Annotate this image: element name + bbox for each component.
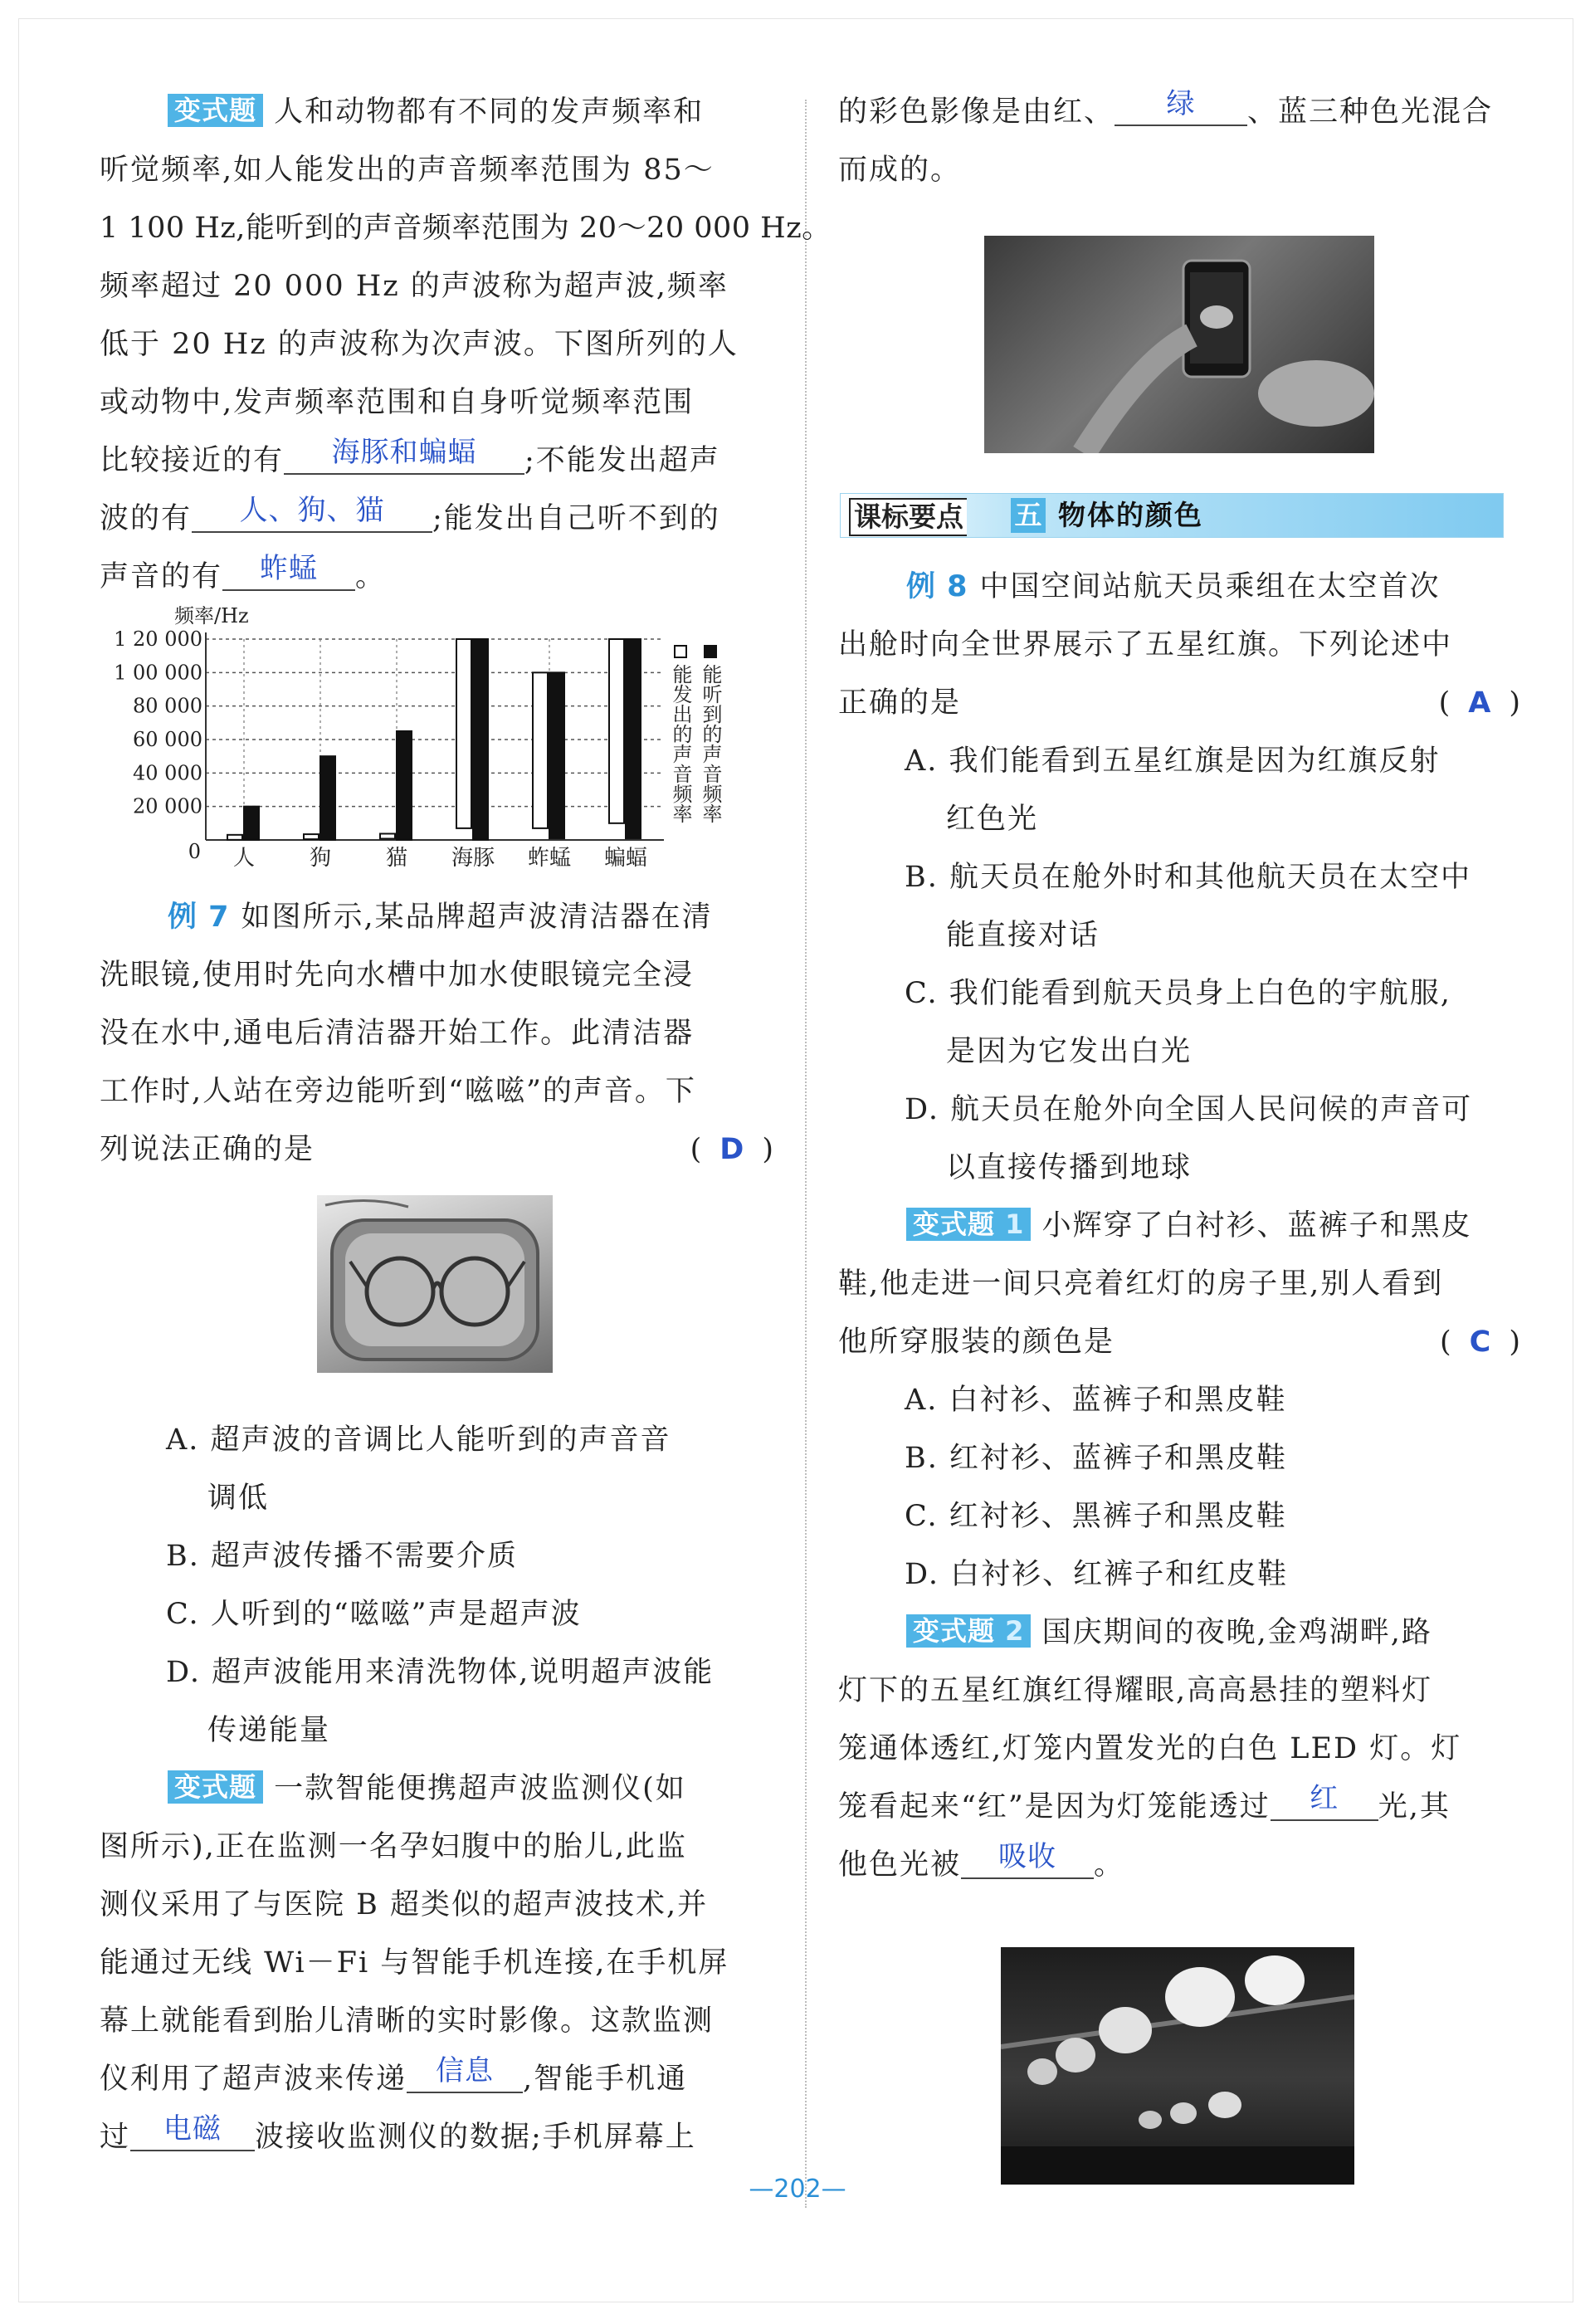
option-c: C. 红衬衫、黑裤子和黑皮鞋 bbox=[905, 1500, 1287, 1533]
section-number: 五 bbox=[1011, 498, 1046, 533]
answer-blank[interactable] bbox=[222, 551, 355, 591]
option-a-cont: 红色光 bbox=[946, 803, 1039, 836]
lanterns-icon bbox=[1001, 1947, 1354, 2185]
page-number: —202— bbox=[749, 2175, 846, 2204]
text-line: 波的有 人、狗、猫 ;能发出自己听不到的 bbox=[100, 490, 773, 548]
ultrasonic-cleaner-photo bbox=[317, 1195, 553, 1373]
right-column bbox=[838, 83, 1520, 199]
chart-legend-label: 能听到的声音频率 bbox=[699, 664, 722, 823]
chart-bar bbox=[304, 834, 319, 839]
example-8-line: 例 8 中国空间站航天员乘组在太空首次 bbox=[906, 570, 1441, 603]
chart-bar bbox=[397, 731, 412, 840]
option-a-cont: 调低 bbox=[207, 1482, 270, 1515]
text-line: 声音的有 蚱蜢 。 bbox=[100, 548, 773, 606]
variant-question-tag: 变式题 bbox=[168, 94, 263, 127]
choice-answer: C bbox=[1469, 1326, 1491, 1359]
answer-bracket[interactable]: ( A ) bbox=[1438, 686, 1520, 720]
chart-y-label: 频率/Hz bbox=[174, 606, 249, 627]
text-line: 列说法正确的是 ( D ) bbox=[100, 1120, 773, 1179]
chart-x-tick-label: 蚱蜢 bbox=[527, 846, 572, 871]
option-b: B. 红衬衫、蓝裤子和黑皮鞋 bbox=[905, 1442, 1287, 1475]
chart-y-tick-label: 1 20 000 bbox=[114, 627, 202, 651]
answer-blank[interactable] bbox=[407, 2053, 523, 2093]
text-line: 幕上就能看到胎儿清晰的实时影像。这款监测 bbox=[100, 2004, 715, 2038]
chart-y-tick-label: 1 00 000 bbox=[114, 661, 202, 685]
text-line: 洗眼镜,使用时先向水槽中加水使眼镜完全浸 bbox=[100, 959, 695, 992]
chart-bar bbox=[626, 639, 641, 838]
chart-bar bbox=[609, 639, 624, 823]
answer-bracket[interactable]: ( C ) bbox=[1440, 1326, 1520, 1359]
chart-bar bbox=[549, 672, 564, 838]
text-line: 没在水中,通电后清洁器开始工作。此清洁器 bbox=[100, 1017, 695, 1050]
answer-blank[interactable] bbox=[1115, 86, 1247, 126]
chart-bar bbox=[227, 835, 242, 840]
variant-question-tag: 变式题 bbox=[168, 1770, 263, 1804]
chart-x-tick-label: 蝙蝠 bbox=[603, 846, 648, 871]
option-b: B. 超声波传播不需要介质 bbox=[166, 1540, 518, 1573]
answer-blank[interactable] bbox=[192, 493, 432, 533]
chart-bar bbox=[473, 639, 488, 840]
monitor-phone-photo bbox=[984, 236, 1374, 453]
chart-legend-swatch bbox=[675, 646, 686, 657]
chart-legend-swatch bbox=[705, 646, 716, 657]
handwritten-answer: 人、狗、猫 bbox=[239, 494, 385, 527]
chart-y-ticks bbox=[114, 627, 202, 863]
frequency-bar-chart bbox=[100, 606, 747, 888]
text-line: 听觉频率,如人能发出的声音频率范围为 85～ bbox=[100, 154, 715, 187]
option-b-cont: 能直接对话 bbox=[946, 919, 1100, 952]
variant-question-line: 变式题 一款智能便携超声波监测仪(如 bbox=[100, 1760, 773, 1818]
text-line: 过 电磁 波接收监测仪的数据;手机屏幕上 bbox=[100, 2108, 773, 2166]
option-c: C. 人听到的“嗞嗞”声是超声波 bbox=[166, 1598, 582, 1631]
handwritten-answer: 吸收 bbox=[998, 1840, 1057, 1873]
handwritten-answer: 海豚和蝙蝠 bbox=[331, 436, 477, 469]
chart-x-tick-label: 狗 bbox=[309, 846, 332, 871]
text-line: 1 100 Hz,能听到的声音频率范围为 20～20 000 Hz。 bbox=[100, 212, 832, 245]
variant-question-1-line: 变式题 1 小辉穿了白衬衫、蓝裤子和黑皮 bbox=[838, 1197, 1520, 1255]
example-8-label: 例 8 bbox=[906, 570, 968, 603]
text-line: 能通过无线 Wi－Fi 与智能手机连接,在手机屏 bbox=[100, 1946, 729, 1980]
text-line: 而成的。 bbox=[838, 154, 962, 187]
chart-legend-label: 能发出的声音频率 bbox=[669, 664, 692, 823]
example-7-line: 例 7 如图所示,某品牌超声波清洁器在清 bbox=[168, 901, 713, 934]
choice-answer: A bbox=[1468, 686, 1491, 720]
example-7-label: 例 7 bbox=[168, 901, 230, 934]
option-b: B. 航天员在舱外时和其他航天员在太空中 bbox=[905, 861, 1471, 894]
glasses-in-tank-icon bbox=[317, 1195, 553, 1373]
text-line: 正确的是 ( A ) bbox=[838, 674, 1520, 732]
chart-y-tick-label: 20 000 bbox=[133, 794, 202, 818]
option-d: D. 航天员在舱外向全国人民问候的声音可 bbox=[905, 1093, 1473, 1126]
answer-blank[interactable] bbox=[961, 1839, 1094, 1879]
section-label: 课标要点 bbox=[849, 498, 967, 536]
right-column-lower bbox=[838, 558, 1520, 1894]
answer-blank[interactable] bbox=[130, 2112, 255, 2151]
chart-y-tick-label: 60 000 bbox=[133, 728, 202, 751]
answer-bracket[interactable]: ( D ) bbox=[690, 1133, 773, 1166]
handwritten-answer: 信息 bbox=[436, 2054, 495, 2087]
option-d-cont: 以直接传播到地球 bbox=[946, 1151, 1193, 1184]
chart-x-ticks bbox=[233, 846, 647, 871]
section-heading bbox=[840, 493, 1504, 538]
option-c-cont: 是因为它发出白光 bbox=[946, 1035, 1193, 1068]
answer-blank[interactable] bbox=[1271, 1781, 1378, 1821]
variant-question-line: 变式题 人和动物都有不同的发声频率和 bbox=[100, 83, 773, 141]
text-line: 或动物中,发声频率范围和自身听觉频率范围 bbox=[100, 386, 695, 419]
text-line: 他所穿服装的颜色是 ( C ) bbox=[838, 1313, 1520, 1371]
chart-bar bbox=[320, 756, 335, 840]
chart-bar bbox=[244, 807, 259, 840]
handwritten-answer: 红 bbox=[1310, 1782, 1339, 1815]
text-line: 仪利用了超声波来传递 信息 ,智能手机通 bbox=[100, 2050, 773, 2108]
text-line: 灯下的五星红旗红得耀眼,高高悬挂的塑料灯 bbox=[838, 1674, 1433, 1707]
section-title: 物体的颜色 bbox=[1058, 499, 1203, 531]
chart-x-tick-label: 人 bbox=[232, 846, 256, 871]
text-line: 出舱时向全世界展示了五星红旗。下列论述中 bbox=[838, 628, 1453, 662]
chart-y-tick-label: 0 bbox=[188, 840, 201, 863]
text-line: 测仪采用了与医院 B 超类似的超声波技术,并 bbox=[100, 1888, 709, 1921]
column-divider bbox=[805, 100, 807, 2208]
handwritten-answer: 蚱蜢 bbox=[260, 552, 319, 585]
chart-bar bbox=[533, 672, 548, 828]
option-d: D. 超声波能用来清洗物体,说明超声波能 bbox=[166, 1656, 715, 1689]
chart-y-tick-label: 40 000 bbox=[133, 761, 202, 785]
chart-grid bbox=[206, 632, 664, 840]
option-d: D. 白衬衫、红裤子和红皮鞋 bbox=[905, 1558, 1289, 1591]
option-c: C. 我们能看到航天员身上白色的宇航服, bbox=[905, 977, 1451, 1010]
chart-x-tick-label: 海豚 bbox=[451, 846, 495, 871]
figure-space bbox=[100, 1179, 773, 1411]
chart-bar bbox=[456, 639, 471, 828]
text-line: 的彩色影像是由红、 绿 、蓝三种色光混合 bbox=[838, 83, 1520, 141]
phone-ultrasound-icon bbox=[984, 236, 1374, 453]
text-line: 鞋,他走进一间只亮着红灯的房子里,别人看到 bbox=[838, 1267, 1444, 1301]
variant-question-tag: 变式题 1 bbox=[906, 1208, 1031, 1241]
handwritten-answer: 绿 bbox=[1166, 87, 1196, 120]
handwritten-answer: 电磁 bbox=[163, 2112, 222, 2146]
chart-legend bbox=[669, 646, 722, 823]
text-line: 工作时,人站在旁边能听到“嗞嗞”的声音。下 bbox=[100, 1075, 696, 1108]
answer-blank[interactable] bbox=[284, 435, 524, 475]
chart-bar bbox=[380, 833, 395, 838]
left-column bbox=[100, 83, 832, 2166]
option-a: A. 我们能看到五星红旗是因为红旗反射 bbox=[905, 745, 1441, 778]
option-a: A. 白衬衫、蓝裤子和黑皮鞋 bbox=[905, 1384, 1287, 1417]
text-line: 频率超过 20 000 Hz 的声波称为超声波,频率 bbox=[100, 270, 729, 303]
variant-question-2-line: 变式题 2 国庆期间的夜晚,金鸡湖畔,路 bbox=[838, 1604, 1520, 1662]
chart-y-tick-label: 80 000 bbox=[133, 694, 202, 718]
chart-x-tick-label: 猫 bbox=[385, 846, 408, 871]
variant-question-tag: 变式题 2 bbox=[906, 1614, 1031, 1648]
text-line: 他色光被 吸收 。 bbox=[838, 1836, 1520, 1894]
text-line: 笼看起来“红”是因为灯笼能透过 红 光,其 bbox=[838, 1778, 1520, 1836]
option-a: A. 超声波的音调比人能听到的声音音 bbox=[166, 1423, 671, 1457]
choice-answer: D bbox=[719, 1133, 744, 1166]
option-d-cont: 传递能量 bbox=[207, 1714, 331, 1747]
lanterns-photo bbox=[1001, 1947, 1354, 2185]
text-line: 笼通体透红,灯笼内置发光的白色 LED 灯。灯 bbox=[838, 1732, 1462, 1765]
text-line: 比较接近的有 海豚和蝙蝠 ;不能发出超声 bbox=[100, 432, 773, 490]
text-line: 图所示),正在监测一名孕妇腹中的胎儿,此监 bbox=[100, 1830, 687, 1863]
text-line: 低于 20 Hz 的声波称为次声波。下图所列的人 bbox=[100, 328, 739, 361]
